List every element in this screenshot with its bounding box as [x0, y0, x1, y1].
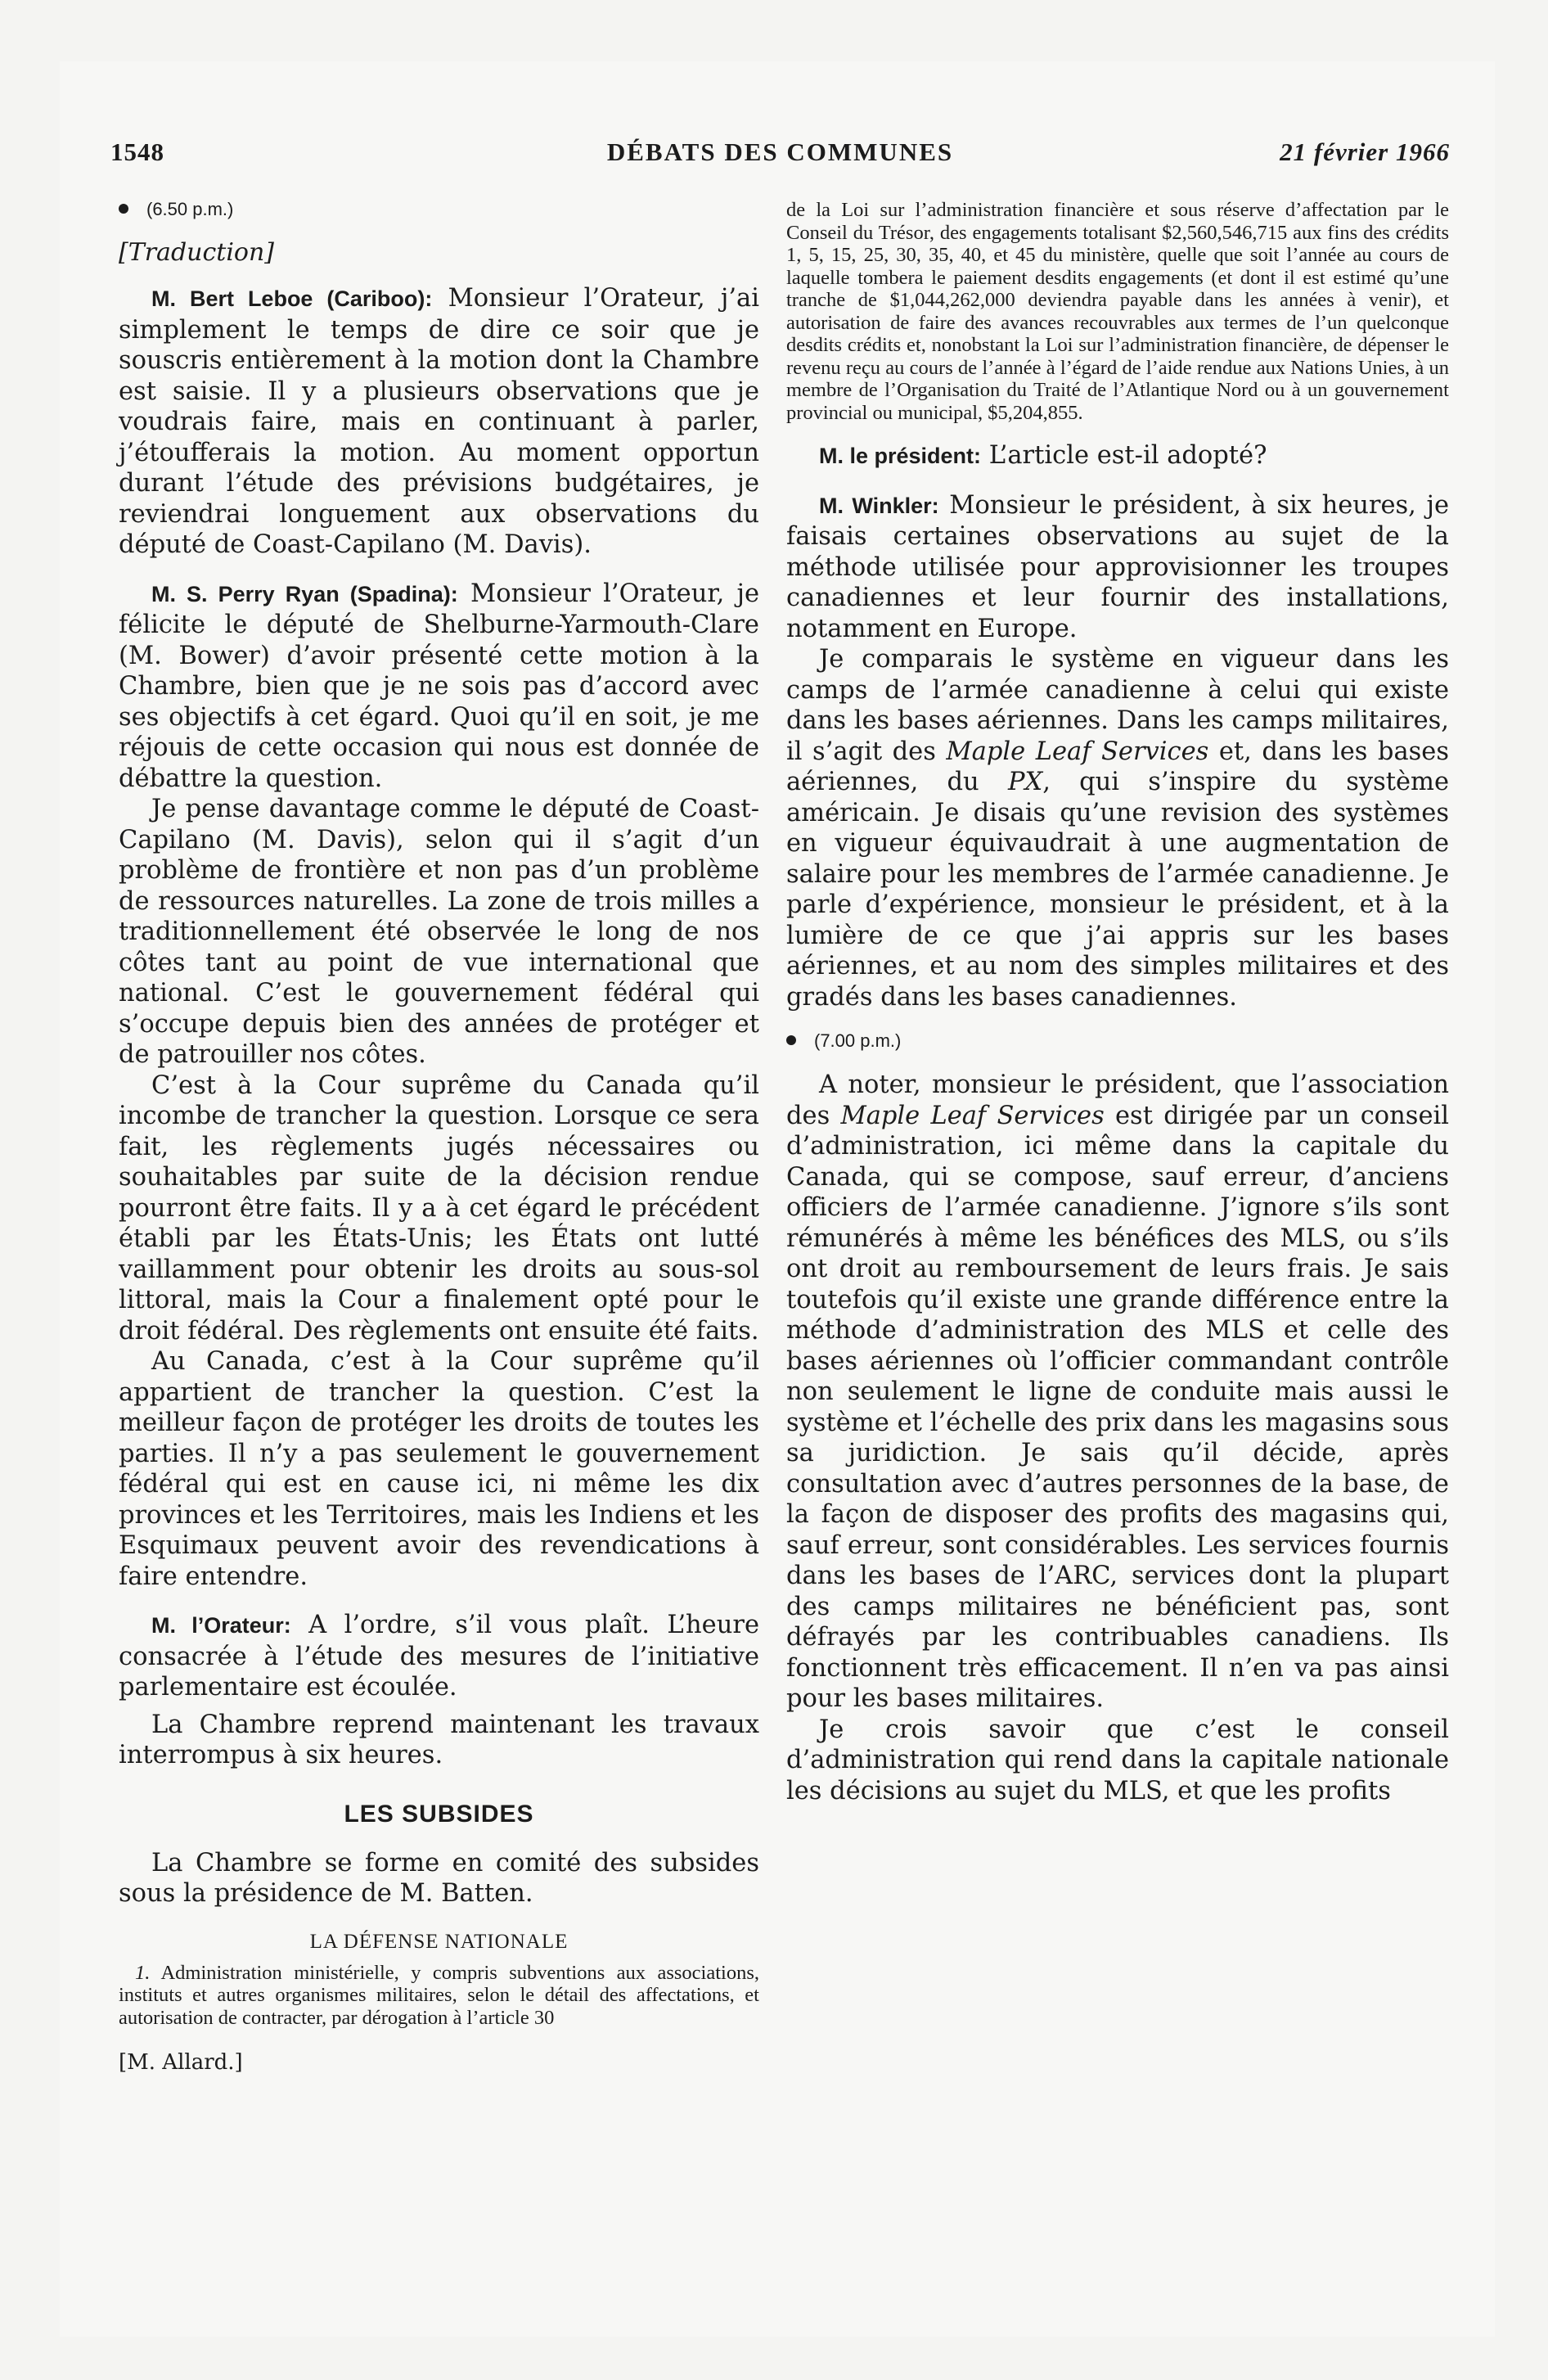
paragraph	[119, 579, 759, 795]
bullet-dot	[119, 204, 128, 214]
traduction-label: [Traduction]	[119, 238, 275, 267]
paragraph-text: Monsieur l’Orateur, je félicite le député de Shelburne-Yarmouth-Clare (M. Bower) d’avoir présenté cette motion à la Chambre, bien que je ne sois pas d’accord avec ses objectifs à cet égard. Quoi qu’il en soit, je me réjouis de cette occasion qui nous est donnée de débattre la question.	[119, 579, 760, 793]
estimate-item-continued	[786, 199, 1449, 424]
item-text: Administration ministérielle, y compris subventions aux associations, instituts et autres organismes militaires, selon le détail des affectations, et autorisation de contracter, par dérogation à l’article 30	[119, 1961, 759, 2029]
italic-term: Maple Leaf Services	[840, 1101, 1105, 1130]
paragraph: La Chambre reprend maintenant les travaux interrompus à six heures.	[119, 1710, 759, 1769]
left-column	[119, 199, 759, 2075]
running-title: DÉBATS DES COMMUNES	[606, 137, 954, 166]
right-column	[786, 199, 1449, 1806]
header-date: 21 février 1966	[1280, 137, 1450, 166]
speaker-name: M. Winkler:	[819, 493, 939, 518]
paragraph: La Chambre se forme en comité des subsides sous la présidence de M. Batten.	[119, 1848, 759, 1908]
subheading: LA DÉFENSE NATIONALE	[309, 1930, 569, 1953]
item-text: de la Loi sur l’administration financière et sous réserve d’affectation par le Conseil du Trésor, des engagements totalisant $2,560,546,715 aux fins des crédits 1, 5, 15, 25, 30, 35, 40, et 45 du ministère, quelle que soit l’année au cours de laquelle tombera le paiement desdits engagements (et dont il est estimé qu’une tranche de $1,044,262,000 deviendra payable dans les années à venir), et autorisation de faire des avances recouvrables aux termes de l’un quelconque desdits crédits et, nonobstant la Loi sur l’administration financière, de dépenser le revenu reçu au cours de l’année à l’égard de l’aide rendue aux Nations Unies, à un membre de l’Organisation du Traité de l’Atlantique Nord ou à un gouvernement provincial ou municipal, $5,204,855.	[786, 199, 1449, 424]
estimate-item	[119, 1962, 759, 2030]
paragraph	[119, 283, 759, 561]
speaker-name: M. Bert Leboe (Cariboo):	[151, 286, 433, 311]
time-text: (7.00 p.m.)	[814, 1030, 902, 1051]
italic-term: Maple Leaf Services	[946, 737, 1209, 766]
paragraph-text: L’article est-il adopté?	[988, 441, 1267, 470]
paragraph-text: A l’ordre, s’il vous plaît. L’heure consacrée à l’étude des mesures de l’initiative parlementaire est écoulée.	[119, 1611, 760, 1702]
paragraph: Je pense davantage comme le député de Coast-Capilano (M. Davis), selon qui il s’agit d’un problème de frontière et non pas d’un problème de ressources naturelles. La zone de trois milles a traditionnellement été observée le long de nos côtes tant au point de vue international que national. C’est le gouvernement fédéral qui s’occupe depuis bien des années de protéger et de patrouiller nos côtes.	[119, 795, 759, 1069]
paragraph: C’est à la Cour suprême du Canada qu’il incombe de trancher la question. Lorsque ce sera fait, les règlements jugés nécessaires ou souhaitables par suite de la décision rendue pourront être faits. Il y a à cet égard le précédent établi par les États-Unis; les États ont lutté vaillamment pour obtenir les droits au sous-sol littoral, mais la Cour a finalement opté pour le droit fédéral. Des règlements ont ensuite été faits.	[119, 1071, 759, 1346]
paragraph	[119, 1610, 759, 1703]
speaker-name: M. S. Perry Ryan (Spadina):	[151, 581, 458, 606]
page-header	[110, 137, 1450, 174]
time-marker	[786, 1030, 1449, 1052]
paragraph: Je comparais le système en vigueur dans les camps de l’armée canadienne à celui qui existe dans les bases aériennes. Dans les camps militaires, il s’agit des Maple Leaf Services et, dans les bases aériennes, du PX, qui s’inspire du système américain. Je disais qu’une revision des systèmes en vigueur équivaudrait à une augmentation de salaire pour les membres de l’armée canadienne. Je parle d’expérience, monsieur le président, et à la lumière de ce que j’ai appris sur les bases aériennes, et au nom des simples militaires et des gradés dans les bases canadiennes.	[786, 645, 1450, 1012]
paragraph-text: Monsieur le président, à six heures, je faisais certaines observations au sujet de la méthode utilisée pour approvisionner les troupes canadiennes et leur fournir des installations, notamment en Europe.	[786, 490, 1449, 643]
section-title: LES SUBSIDES	[344, 1800, 534, 1828]
paragraph	[786, 490, 1449, 645]
time-marker	[119, 199, 759, 220]
paragraph-text: Monsieur l’Orateur, j’ai simplement le temps de dire ce soir que je souscris entièrement à la motion dont la Chambre est saisie. Il y a plusieurs observations que je voudrais faire, mais en continuant à parler, j’étoufferais la motion. Au moment opportun durant l’étude des prévisions budgétaires, je reviendrai longuement aux observations du député de Coast-Capilano (M. Davis).	[119, 284, 759, 559]
speaker-name: M. l’Orateur:	[151, 1613, 291, 1638]
paragraph: Je crois savoir que c’est le conseil d’administration qui rend dans la capitale nationale les décisions au sujet du MLS, et que les profits	[786, 1715, 1449, 1805]
paragraph: A noter, monsieur le président, que l’association des Maple Leaf Services est dirigée par un conseil d’administration, ici même dans la capitale du Canada, qui se compose, sauf erreur, d’anciens officiers de l’armée canadienne. J’ignore s’ils sont rémunérés à même les bénéfices des MLS, ou s’ils ont droit au remboursement de leurs frais. Je sais toutefois qu’il existe une grande différence entre la méthode d’administration des MLS et celle des bases aériennes où l’officier commandant contrôle non seulement le ligne de conduite mais aussi le système et l’échelle des prix dans les magasins sous sa juridiction. Je sais qu’il décide, après consultation avec d’autres personnes de la base, de la façon de disposer des profits des magasins qui, sauf erreur, sont considérables. Les services fournis dans les bases de l’ARC, services dont la plupart des camps militaires ne bénéficient pas, sont défrayés par les contribuables canadiens. Ils fonctionnent très efficacement. Il n’en va pas ainsi pour les bases militaires.	[786, 1071, 1450, 1713]
bullet-dot	[786, 1035, 796, 1045]
time-text: (6.50 p.m.)	[146, 199, 234, 219]
page-number: 1548	[110, 137, 164, 166]
item-number: 1.	[135, 1961, 151, 1984]
footer-speaker: [M. Allard.]	[119, 2050, 243, 2075]
paragraph: Au Canada, c’est à la Cour suprême qu’il appartient de trancher la question. C’est la meilleur façon de protéger les droits de toutes les parties. Il n’y a pas seulement le gouvernement fédéral qui est en cause ici, ni même les dix provinces et les Territoires, mais les Indiens et les Esquimaux peuvent avoir des revendications à faire entendre.	[119, 1347, 759, 1591]
italic-term: PX	[1007, 768, 1043, 796]
paragraph	[786, 440, 1449, 472]
speaker-name: M. le président:	[819, 444, 982, 468]
